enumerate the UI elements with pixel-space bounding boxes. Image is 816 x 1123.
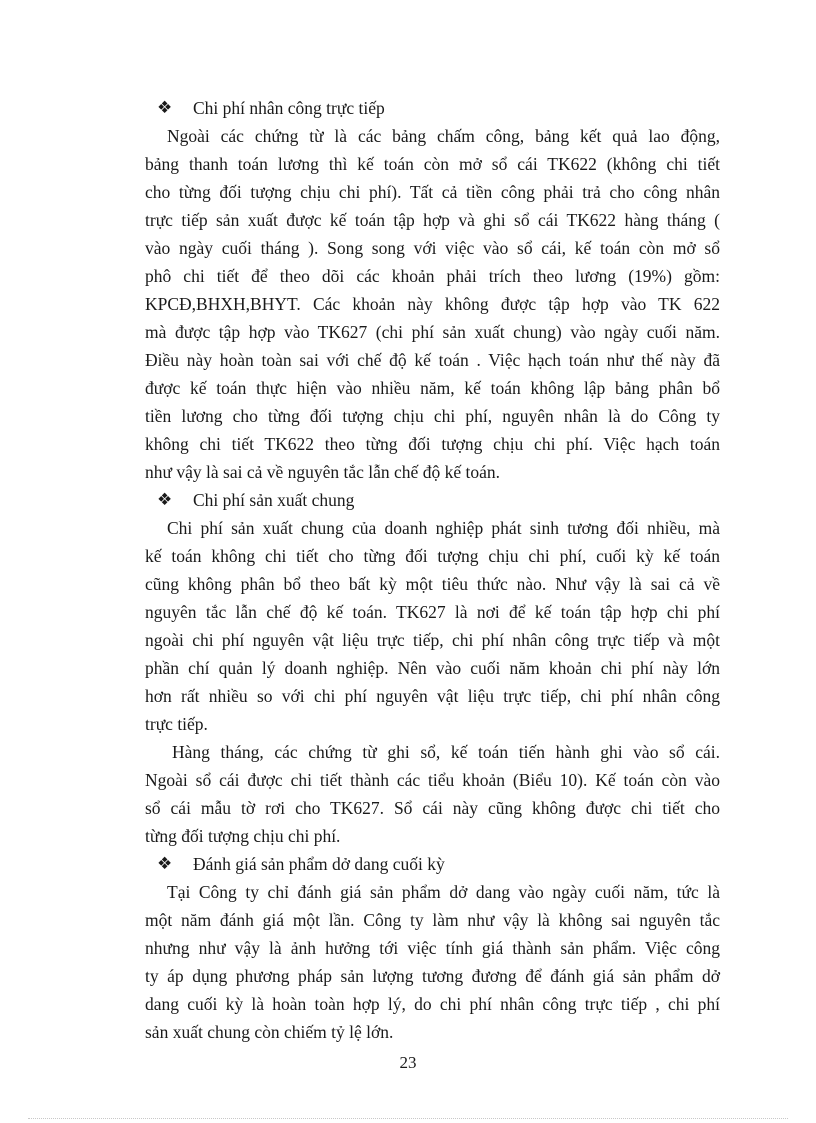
text-line: hơn rất nhiều so với chi phí nguyên vật liệu trực tiếp, chi phí nhân công [145,686,720,706]
text-line: Ngoài các chứng từ là các bảng chấm công, bảng kết quả lao động, [167,126,720,146]
text-line: ngoài chi phí nguyên vật liệu trực tiếp, chi phí nhân công trực tiếp và một [145,630,720,650]
text-line: được kế toán thực hiện vào nhiều năm, kế toán không lập bảng phân bổ [145,378,720,398]
text-line: nhưng như vậy là ảnh hưởng tới việc tính giá thành sản phẩm. Việc công [145,938,720,958]
text-line: sản xuất chung còn chiếm tỷ lệ lớn. [145,1022,394,1042]
text-line: tiền lương cho từng đối tượng chịu chi phí, nguyên nhân là do Công ty [145,406,720,426]
text-line: từng đối tượng chịu chi phí. [145,826,341,846]
text-line: KPCĐ,BHXH,BHYT. Các khoản này không được tập hợp vào TK 622 [145,294,720,314]
section-heading-general-production [145,486,720,514]
text-line: trực tiếp. [145,714,208,734]
text-line: phô chi tiết để theo dõi các khoản phải trích theo lương (19%) gồm: [145,266,720,286]
section-heading-direct-labor [145,94,720,122]
paragraph-monthly-ledger [145,738,720,850]
section-heading-wip-evaluation [145,850,720,878]
document-body [145,94,720,1046]
heading-text: Chi phí nhân công trực tiếp [193,98,385,118]
footer-divider [28,1118,788,1119]
paragraph-direct-labor [145,122,720,486]
diamond-bullet-icon: ❖ [157,490,173,510]
paragraph-wip-evaluation [145,878,720,1046]
text-line: như vậy là sai cả về nguyên tắc lẫn chế độ kế toán. [145,462,500,482]
text-line: không chi tiết TK622 theo từng đối tượng chịu chi phí. Việc hạch toán [145,434,720,454]
text-line: một năm đánh giá một lần. Công ty làm như vậy là không sai nguyên tắc [145,910,720,930]
text-line: cho từng đối tượng chịu chi phí). Tất cả tiền công phải trả cho công nhân [145,182,720,202]
diamond-bullet-icon: ❖ [157,98,173,118]
text-line: vào ngày cuối tháng ). Song song với việc vào sổ cái, kế toán còn mở sổ [145,238,720,258]
text-line: bảng thanh toán lương thì kế toán còn mở sổ cái TK622 (không chi tiết [145,154,720,174]
text-line: Điều này hoàn toàn sai với chế độ kế toán . Việc hạch toán như thế này đã [145,350,720,370]
heading-text: Đánh giá sản phẩm dở dang cuối kỳ [193,854,445,874]
text-line: Tại Công ty chỉ đánh giá sản phẩm dở dang vào ngày cuối năm, tức là [167,882,720,902]
text-line: sổ cái mẫu tờ rơi cho TK627. Sổ cái này cũng không được chi tiết cho [145,798,720,818]
text-line: cũng không phân bổ theo bất kỳ một tiêu thức nào. Như vậy là sai cả về [145,574,720,594]
diamond-bullet-icon: ❖ [157,854,173,874]
text-line: kế toán không chi tiết cho từng đối tượng chịu chi phí, cuối kỳ kế toán [145,546,720,566]
heading-text: Chi phí sản xuất chung [193,490,355,510]
text-line: nguyên tắc lẫn chế độ kế toán. TK627 là nơi để kế toán tập hợp chi phí [145,602,720,622]
text-line: Ngoài sổ cái được chi tiết thành các tiểu khoản (Biểu 10). Kế toán còn vào [145,770,720,790]
text-line: Hàng tháng, các chứng từ ghi sổ, kế toán tiến hành ghi vào sổ cái. [172,742,720,762]
text-line: trực tiếp sản xuất được kế toán tập hợp và ghi sổ cái TK622 hàng tháng ( [145,210,720,230]
text-line: ty áp dụng phương pháp sản lượng tương đương để đánh giá sản phẩm dở [145,966,720,986]
text-line: Chi phí sản xuất chung của doanh nghiệp phát sinh tương đối nhiều, mà [167,518,720,538]
text-line: phần chí quản lý doanh nghiệp. Nên vào cuối năm khoản chi phí này lớn [145,658,720,678]
text-line: dang cuối kỳ là hoàn toàn hợp lý, do chi phí nhân công trực tiếp , chi phí [145,994,720,1014]
page-number: 23 [399,1053,417,1072]
paragraph-general-production [145,514,720,738]
text-line: mà được tập hợp vào TK627 (chi phí sản xuất chung) vào ngày cuối năm. [145,322,720,342]
